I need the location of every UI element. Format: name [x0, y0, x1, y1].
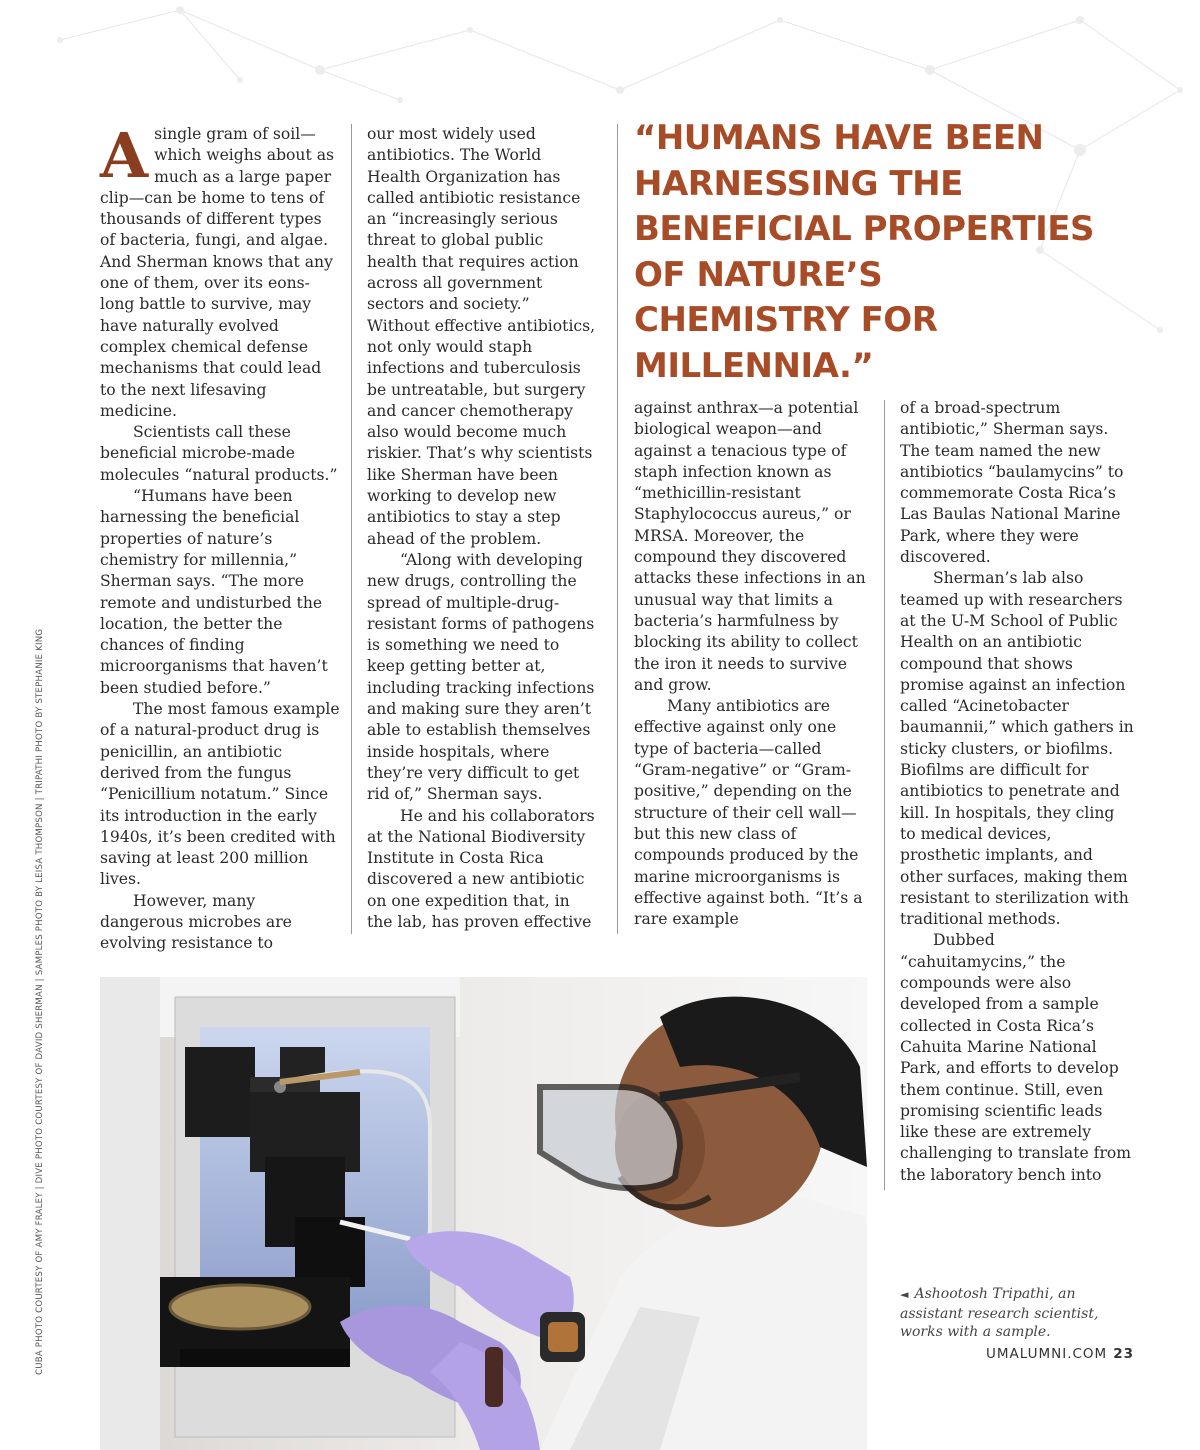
paragraph: against anthrax—a potential biological weapon—and against a tenacious type of staph infection known as “methicillin-resistant Staphylococcus aureus,” or MRSA. Moreover, the compound they discovered attacks these infections in an unusual way that limits a bacteria’s harmfulness by blocking its ability to collect the iron it needs to survive and grow.: [634, 399, 866, 694]
article-column-1: [100, 119, 340, 955]
paragraph: Dubbed “cahuitamycins,” the compounds were also developed from a sample collected in Costa Rica’s Cahuita Marine National Park, and efforts to develop them continue. Still, even promising scientific leads like these are extremely challenging to translate from the laboratory bench into: [900, 931, 1132, 1184]
column-rule: [617, 124, 618, 934]
caption-arrow-icon: ◄: [900, 1288, 909, 1301]
paragraph: single gram of soil—which weighs about as much as a large paper clip—can be home to tens of thousands of different types of bacteria, fungi, and algae. And Sherman knows that any one of them, over its eons-long battle to survive, may have naturally evolved complex chemical defense mechanisms that could lead to the next lifesaving medicine.: [100, 125, 335, 420]
drop-cap: A: [100, 119, 149, 192]
paragraph: Scientists call these beneficial microbe-made molecules “natural products.”: [100, 423, 338, 484]
photo-caption: [900, 1285, 1120, 1342]
paragraph: “Humans have been harnessing the beneficial properties of nature’s chemistry for millennia,” Sherman says. “The more remote and undisturbed the location, the better the chances of finding microorganisms that haven’t been studied before.”: [100, 487, 328, 697]
site-name: UMALUMNI.COM: [985, 1346, 1108, 1362]
paragraph: Many antibiotics are effective against only one type of bacteria—called “Gram-negative” or “Gram-positive,” depending on the structure of their cell wall—but this new class of compounds produced by the marine microorganisms is effective against both. “It’s a rare example: [634, 697, 863, 929]
paragraph: He and his collaborators at the National Biodiversity Institute in Costa Rica discovered a new antibiotic on one expedition that, in the lab, has proven effective: [367, 806, 595, 931]
paragraph: Sherman’s lab also teamed up with researchers at the U-M School of Public Health on an antibiotic compound that shows promise against an infection called “Acinetobacter baumannii,” which gathers in sticky clusters, or biofilms. Biofilms are difficult for antibiotics to penetrate and kill. In hospitals, they cling to medical devices, prosthetic implants, and other surfaces, making them resistant to sterilization with traditional methods.: [900, 569, 1134, 929]
column-rule: [884, 400, 885, 1190]
paragraph: of a broad-spectrum antibiotic,” Sherman says. The team named the new antibiotics “baulamycins” to commemorate Costa Rica’s Las Baulas National Marine Park, where they were discovered.: [900, 399, 1124, 567]
column-rule: [351, 124, 352, 934]
paragraph: “Along with developing new drugs, controlling the spread of multiple-drug-resistant forms of pathogens is something we need to keep getting better at, including tracking infections and making sure they aren’t able to establish themselves inside hospitals, where they’re very difficult to get rid of,” Sherman says.: [367, 550, 595, 804]
photo-credit: CUBA PHOTO COURTESY OF AMY FRALEY | DIVE PHOTO COURTESY OF DAVID SHERMAN | SAMPLES PHOTO BY LEISA THOMPSON | TRIPATHI PHOTO BY STEPHANIE KING: [35, 628, 45, 1375]
paragraph: our most widely used antibiotics. The World Health Organization has called antibiotic resistance an “increasingly serious threat to global public health that requires action across all government sectors and society.” Without effective antibiotics, not only would staph infections and tuberculosis be untreatable, but surgery and cancer chemotherapy also would become much riskier. That’s why scientists like Sherman have been working to develop new antibiotics to stay a step ahead of the problem.: [367, 125, 596, 548]
lab-photo: [100, 977, 867, 1450]
pull-quote: “HUMANS HAVE BEEN HARNESSING THE BENEFICIAL PROPERTIES OF NATURE’S CHEMISTRY FOR MILLENNIA.”: [634, 118, 1094, 386]
article-column-4: [900, 398, 1134, 1186]
paragraph: However, many dangerous microbes are evolving resistance to: [100, 891, 292, 953]
article-column-3: [634, 398, 870, 930]
page-footer: [986, 1346, 1134, 1362]
page-number: 23: [1113, 1346, 1134, 1362]
paragraph: The most famous example of a natural-product drug is penicillin, an antibiotic derived from the fungus “Penicillium notatum.” Since its introduction in the early 1940s, it’s been credited with saving at least 200 million lives.: [100, 700, 340, 889]
caption-text: Ashootosh Tripathi, an assistant research scientist, works with a sample.: [900, 1286, 1099, 1340]
scientist-illustration: [100, 977, 867, 1450]
article-column-2: [367, 124, 597, 933]
